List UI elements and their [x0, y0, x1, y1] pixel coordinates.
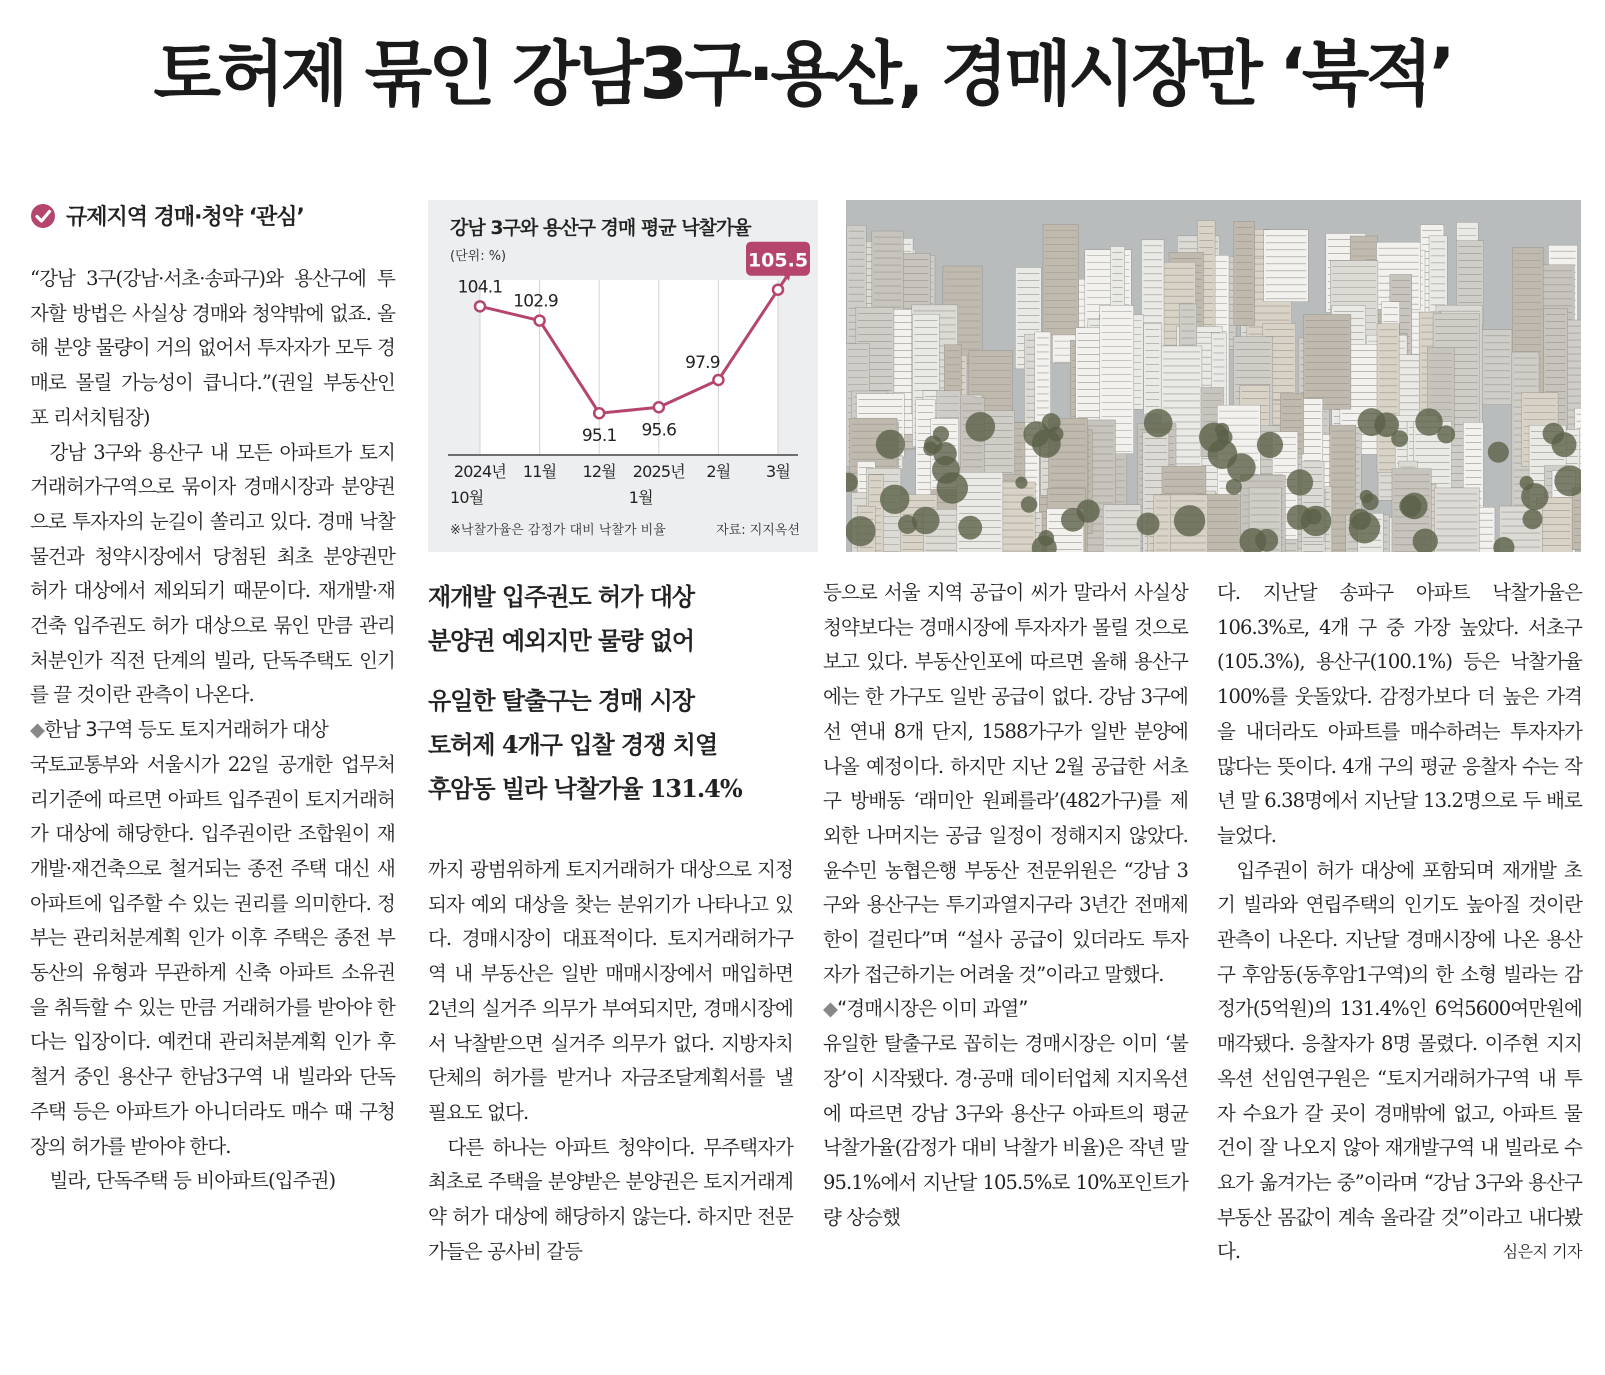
x-tick-label: 10월: [450, 488, 484, 507]
building: [1234, 221, 1255, 325]
x-tick-label: 12월: [582, 462, 616, 481]
tree: [1488, 442, 1509, 463]
tree: [1061, 508, 1085, 532]
tree: [1023, 421, 1049, 447]
data-point: [475, 301, 485, 311]
diamond-icon: ◆: [30, 718, 45, 742]
chart-unit: (단위: %): [450, 249, 507, 264]
tree: [933, 426, 949, 442]
article-column-2: [428, 853, 793, 1269]
tree: [1217, 429, 1233, 445]
paragraph: “강남 3구(강남·서초·송파구)와 용산구에 투자할 방법은 사실상 경매와 청약밖에 없죠. 올해 분양 물량이 거의 없어서 투자자가 모두 경매로 몰릴 가능성이 큽니다.”(권일 부동산인포 리서치팀장): [30, 267, 395, 429]
tree: [1552, 432, 1577, 457]
x-tick-label: 2월: [706, 462, 731, 481]
article-column-1: [30, 262, 395, 1199]
tree: [880, 485, 909, 514]
tree: [1287, 505, 1312, 530]
chart-title: 강남 3구와 용산구 경매 평균 낙찰가율: [450, 217, 751, 239]
article-column-3: [823, 576, 1188, 1235]
tree: [1137, 512, 1160, 535]
tree: [1021, 496, 1037, 512]
data-label: 97.9: [685, 352, 720, 373]
tree: [898, 515, 917, 534]
tree: [1226, 479, 1242, 495]
building: [1144, 323, 1162, 414]
data-point: [535, 316, 545, 326]
tree: [1048, 426, 1063, 441]
tree: [1522, 509, 1542, 529]
check-circle-icon: [30, 203, 56, 229]
article-column-4: [1217, 576, 1582, 1270]
paragraph: 국토교통부와 서울시가 22일 공개한 업무처리기준에 따르면 아파트 입주권이 토지거래허가 대상에 해당한다. 입주권이란 조합원이 재개발·재건축으로 철거되는 종전 주택 대신 새 아파트에 입주할 수 있는 권리를 의미한다. 정부는 관리처분계획 인가 이후 주택은 종전 부동산의 유형과 무관하게 신축 아파트 소유권을 취득할 수 있는 만큼 거래허가를 받아야 한다는 입장이다. 예컨대 관리처분계획 인가 후 철거 중인 용산구 한남3구역 내 빌라와 단독주택 등은 아파트가 아니더라도 매수 때 구청장의 허가를 받아야 한다.: [30, 752, 395, 1158]
chart-footnote: ※낙찰가율은 감정가 대비 낙찰가 비율: [450, 523, 666, 538]
x-tick-label: 3월: [765, 462, 791, 481]
tree: [1174, 505, 1205, 536]
data-label: 95.1: [581, 426, 617, 447]
line-chart: [428, 200, 818, 552]
tree: [1437, 425, 1455, 443]
tree: [846, 516, 876, 546]
tree: [1144, 409, 1173, 438]
sub-decks: [428, 575, 798, 811]
data-label: 95.6: [641, 420, 677, 441]
tree: [958, 516, 982, 540]
building: [1304, 314, 1351, 409]
kicker-text: 규제지역 경매·청약 ‘관심’: [66, 205, 304, 230]
chart-source: 자료: 지지옥션: [716, 523, 800, 538]
paragraph: 다. 지난달 송파구 아파트 낙찰가율은 106.3%로, 4개 구 중 가장 높았다. 서초구(105.3%), 용산구(100.1%) 등은 낙찰가율 100%를 웃돌았다. 감정가보다 더 높은 가격을 내더라도 아파트를 매수하려는 투자자가 많다는 뜻이다. 4개 구의 평균 응찰자 수는 작년 말 6.38명에서 지난달 13.2명으로 두 배로 늘었다.: [1217, 581, 1582, 847]
data-point: [654, 402, 664, 412]
subhead: ◆한남 3구역 등도 토지거래허가 대상: [30, 718, 328, 742]
tree: [1227, 453, 1256, 482]
data-point: [773, 285, 783, 295]
x-tick-label: 2024년: [453, 462, 507, 481]
paragraph: 까지 광범위하게 토지거래허가 대상으로 지정되자 예외 대상을 찾는 분위기가 나타나고 있다. 경매시장이 대표적이다. 토지거래허가구역 내 부동산은 일반 매매시장에서 매입하면 2년의 실거주 의무가 부여되지만, 경매시장에서 낙찰받으면 실거주 의무가 없다. 지방자치단체의 허가를 받거나 자금조달계획서를 낼 필요도 없다.: [428, 858, 793, 1124]
tree: [1287, 469, 1313, 495]
paragraph: 등으로 서울 지역 공급이 씨가 말라서 사실상 청약보다는 경매시장에 투자자가 몰릴 것으로 보고 있다. 부동산인포에 따르면 올해 용산구에는 한 가구도 일반 공급이 없다. 강남 3구에선 연내 8개 단지, 1588가구가 일반 분양에 나올 예정이다. 하지만 지난 2월 공급한 서초구 방배동 ‘래미안 원페를라’(482가구)를 제외한 나머지는 공급 일정이 정해지지 않았다. 윤수민 농협은행 부동산 전문위원은 “강남 3구와 용산구는 투기과열지구라 3년간 전매제한이 걸린다”며 “설사 공급이 있더라도 투자자가 접근하기는 어려울 것”이라고 말했다.: [823, 581, 1188, 986]
paragraph: 다른 하나는 아파트 청약이다. 무주택자가 최초로 주택을 분양받은 분양권은 토지거래계약 허가 대상에 해당하지 않는다. 하지만 전문가들은 공사비 갈등: [428, 1135, 793, 1263]
deck-line: 후암동 빌라 낙찰가율 131.4%: [428, 774, 742, 803]
building: [1264, 230, 1308, 302]
tree: [1015, 477, 1027, 489]
deck-line: 재개발 입주권도 허가 대상: [428, 582, 695, 611]
tree: [937, 472, 968, 503]
building: [1572, 488, 1581, 550]
data-point: [713, 375, 723, 385]
paragraph: 강남 3구와 용산구 내 모든 아파트가 토지거래허가구역으로 묶이자 경매시장과 분양권으로 투자자의 눈길이 쏠리고 있다. 경매 낙찰 물건과 청약시장에서 당첨된 최초 분양권만 허가 대상에서 제외되기 때문이다. 재개발·재건축 입주권도 허가 대상으로 묶인 만큼 관리처분인가 직전 단계의 빌라, 단독주택도 인기를 끌 것이란 관측이 나온다.: [30, 440, 395, 707]
tree: [966, 412, 996, 442]
deck-line: 유일한 탈출구는 경매 시장: [428, 686, 695, 715]
tree: [1257, 432, 1283, 458]
apartment-photo: [846, 200, 1581, 552]
headline: 토허제 묶인 강남3구·용산, 경매시장만 ‘북적’: [153, 33, 1452, 115]
tree: [1399, 495, 1421, 517]
building: [1482, 330, 1512, 405]
tree: [933, 442, 957, 466]
cityscape-image: [846, 200, 1581, 552]
x-tick-label: 1월: [628, 488, 653, 507]
tree: [1349, 509, 1370, 530]
kicker: [30, 200, 304, 231]
paragraph: 빌라, 단독주택 등 비아파트(입주권): [49, 1169, 336, 1193]
deck-line: 토허제 4개구 입찰 경쟁 치열: [428, 730, 718, 759]
paragraph: 입주권이 허가 대상에 포함되며 재개발 초기 빌라와 연립주택의 인기도 높아질 것이란 관측이 나온다. 지난달 경매시장에 나온 용산구 후암동(동후암1구역)의 한 소형 빌라는 감정가(5억원)의 131.4%인 6억5600여만원에 매각됐다. 응찰자가 8명 몰렸다. 이주현 지지옥션 선임연구원은 “토지거래허가구역 내 투자 수요가 갈 곳이 경매밖에 없고, 아파트 물건이 잘 나오지 않아 재개발구역 내 빌라로 수요가 옮겨가는 중”이라며 “강남 3구와 용산구 부동산 몸값이 계속 올라갈 것”이라고 내다봤다. 심은지 기자: [1217, 854, 1582, 1270]
tree: [1360, 490, 1373, 503]
data-label: 104.1: [457, 277, 503, 298]
tree: [1520, 476, 1534, 490]
building: [999, 482, 1036, 552]
paragraph: 유일한 탈출구로 꼽히는 경매시장은 이미 ‘불장’이 시작됐다. 경·공매 데이터업체 지지옥션에 따르면 강남 3구와 용산구 아파트의 평균 낙찰가율(감정가 대비 낙찰가 비율)은 작년 말 95.1%에서 지난달 105.5%로 10%포인트가량 상승했: [823, 1032, 1188, 1229]
building: [1103, 505, 1141, 552]
tree: [876, 430, 905, 459]
subhead: ◆“경매시장은 이미 과열”: [823, 997, 1028, 1021]
building: [1435, 488, 1480, 552]
diamond-icon: ◆: [823, 997, 838, 1021]
chart-svg: [428, 200, 818, 552]
data-label: 102.9: [513, 291, 558, 312]
data-label: 105.5: [747, 249, 809, 272]
deck-line: 분양권 예외지만 물량 없어: [428, 626, 695, 655]
x-tick-label: 2025년: [632, 462, 685, 481]
x-tick-label: 11월: [522, 462, 557, 481]
data-point: [594, 408, 604, 418]
tree: [1374, 412, 1399, 437]
byline: 심은지 기자: [1502, 1242, 1582, 1262]
